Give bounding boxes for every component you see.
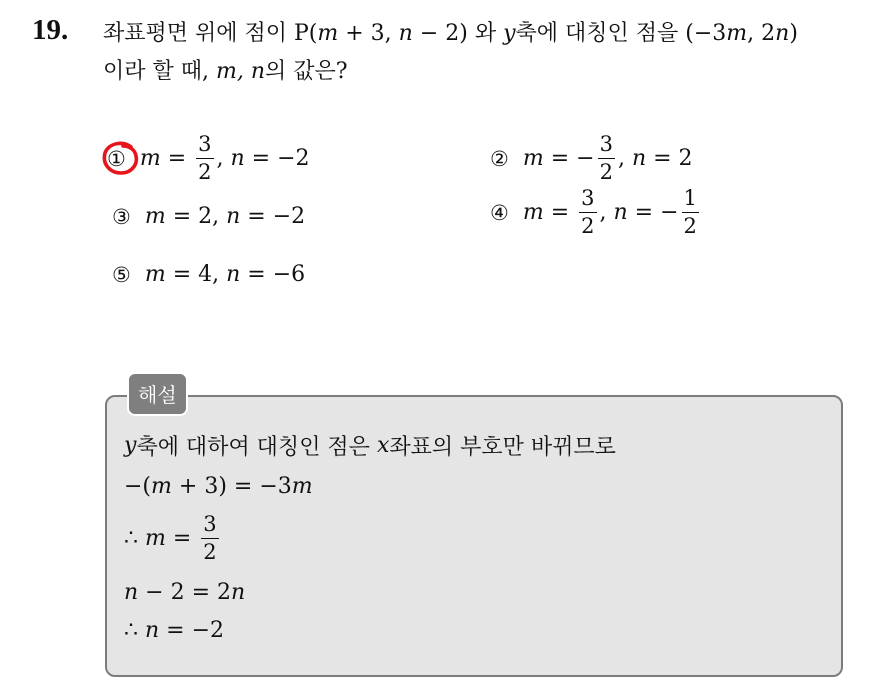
var-m: m: [522, 146, 544, 171]
choice-3[interactable]: [112, 204, 305, 229]
rhs: = −: [627, 200, 679, 225]
rhs: = −2: [244, 146, 310, 171]
question-text-line-1: 좌표평면 위에 점이 P(m + 3, n − 2) 와 y축에 대칭인 점을 (−3m, 2n): [103, 21, 798, 46]
question-text-line-2: 이라 할 때, m, n의 값은?: [103, 59, 348, 84]
choice-4-marker: ④: [490, 200, 509, 225]
rhs: = −6: [240, 262, 306, 287]
choice-1-marker: ①: [107, 146, 126, 171]
solution-line-4: n − 2 = 2 n: [124, 580, 246, 605]
separator: ,: [617, 146, 632, 171]
equals: = 2,: [165, 204, 227, 229]
question-number: 19.: [32, 14, 69, 46]
solution-line-2: −( m + 3) = −3 m: [124, 474, 313, 499]
solution-label: 해설: [127, 372, 188, 416]
fraction: $\frac{3}{2}$: [599, 132, 613, 184]
choice-1[interactable]: [107, 134, 310, 183]
choice-2[interactable]: [490, 134, 693, 183]
choice-2-marker: ②: [490, 146, 509, 171]
var-m: m: [144, 204, 166, 229]
fraction: $\frac{3}{2}$: [203, 512, 217, 564]
choice-4[interactable]: [490, 188, 702, 237]
equals: = 4,: [165, 262, 227, 287]
choice-5[interactable]: [112, 262, 305, 287]
var-n: n: [230, 146, 245, 171]
rhs: = −2: [240, 204, 306, 229]
var-m: m: [139, 146, 161, 171]
var-m: m: [522, 200, 544, 225]
var-n: n: [226, 262, 241, 287]
separator: ,: [216, 146, 231, 171]
rhs: = 2: [646, 146, 693, 171]
equals: =: [160, 146, 194, 171]
var-n: n: [613, 200, 628, 225]
var-n: n: [631, 146, 647, 171]
solution-line-5: ∴ n = −2: [124, 618, 225, 643]
choice-5-marker: ⑤: [112, 262, 131, 287]
choice-3-marker: ③: [112, 204, 131, 229]
solution-line-3: ∴ m = $\frac{3}{2}$: [124, 512, 217, 564]
fraction: $\frac{3}{2}$: [581, 186, 595, 238]
var-m: m: [144, 262, 166, 287]
fraction: $\frac{3}{2}$: [198, 132, 212, 184]
separator: ,: [599, 200, 614, 225]
equals: = −: [543, 146, 595, 171]
equals: =: [543, 200, 577, 225]
var-n: n: [226, 204, 241, 229]
fraction-2: $\frac{1}{2}$: [683, 186, 697, 238]
solution-line-1: y 축에 대하여 대칭인 점은 x 좌표의 부호만 바뀌므로: [124, 433, 616, 460]
